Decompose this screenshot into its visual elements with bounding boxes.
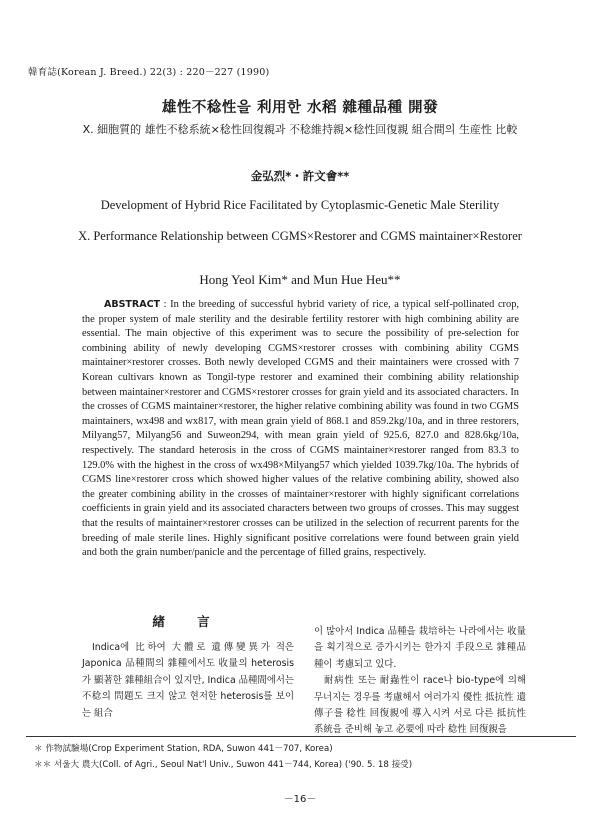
title-korean: 雄性不稔性을 利用한 水稻 雜種品種 開發 bbox=[161, 100, 439, 116]
authors-korean: 金弘烈*・許文會** bbox=[250, 169, 350, 183]
footnote-affiliation-1: ＊ 作物試驗場(Crop Experiment Station, RDA, Suwon 441－707, Korea) bbox=[34, 744, 333, 754]
abstract-label: ABSTRACT bbox=[104, 299, 161, 310]
journal-citation: 韓育誌(Korean J. Breed.) 22(3) : 220－227 (1990) bbox=[28, 67, 270, 78]
intro-right-column bbox=[314, 624, 526, 739]
intro-paragraph-2: 耐病性 또는 耐蟲性이 race나 bio-type에 의해 무너지는 경우를 考慮해서 여러가지 優性 抵抗性 遺傳子를 稔性 回復親에 導入시켜 서로 다른 抵抗性系統을 준비해 놓고 必要에 따라 稔性 回復親을 bbox=[314, 675, 526, 736]
title-english: Development of Hybrid Rice Facilitated by Cytoplasmic-Genetic Male Sterility bbox=[100, 198, 500, 212]
intro-paragraph-1-continued: 이 많아서 Indica 品種을 栽培하는 나라에서는 收量을 획기적으로 증가시키는 한가지 手段으로 雜種品種이 考慮되고 있다. bbox=[314, 626, 526, 670]
subtitle-english: X. Performance Relationship between CGMS×Restorer and CGMS maintainer×Restorer bbox=[78, 229, 522, 243]
footnote-affiliation-2: ＊＊ 서울大 農大(Coll. of Agri., Seoul Nat'l Univ., Suwon 441－744, Korea) ('90. 5. 18 接受) bbox=[34, 760, 413, 770]
abstract bbox=[82, 298, 519, 561]
section-heading-introduction: 緖 言 bbox=[152, 614, 224, 629]
intro-paragraph-1: Indica에 比하여 大體로 遺傳變異가 적은 Japonica 品種間의 雜種에서도 收量의 heterosis가 顯著한 雜種組合이 있지만, Indica 品種間에서는 不稔의 問題도 크지 않고 현저한 heterosis를 보이는 組合 bbox=[82, 642, 294, 719]
page-number: －16－ bbox=[283, 794, 317, 805]
intro-left-column bbox=[82, 612, 294, 722]
footnotes bbox=[34, 741, 574, 773]
subtitle-korean: X. 細胞質的 雄性不稔系統×稔性回復親과 不稔維持親×稔性回復親 組合間의 生産性 比較 bbox=[82, 123, 518, 136]
authors-english: Hong Yeol Kim* and Mun Hue Heu** bbox=[199, 272, 401, 287]
abstract-text: : In the breeding of successful hybrid variety of rice, a typical self-pollinated crop, the proper system of male sterility and the desirable fertility restorer with high combining ability are essential. The main objective of this experiment was to secure the possibility of pre-selection for combining ability of newly developing CGMS×restorer crosses with combining ability CGMS maintainer×restorer crosses. Both newly developed CGMS and their maintainers were crossed with 7 Korean cultivars known as Tongil-type restorer and examined their combining ability relationship between maintainer×restorer and CGMS×restorer crosses for grain yield and its associated characters. In the crosses of CGMS maintainer×restorer, the higher relative combining ability was found in two CGMS maintainers, wx498 and wx817, with mean grain yield of 868.1 and 859.2kg/10a, and in three restorers, Milyang57, Milyang56 and Suweon294, with mean grain yield of 925.6, 827.0 and 828.6kg/10a, respectively. The standard heterosis in the cross of CGMS maintainer×restorer ranged from 83.3 to 129.0% with the highest in the cross of wx498×Milyang57 which yielded 1039.7kg/10a. The hybrids of CGMS line×restorer cross which showed higher values of the relative combining ability, showed also the greater combining ability in the crosses of maintainer×restorer with highly significant correlations coefficients in grain yield and its associated characters between two groups of crosses. This may suggest that the results of maintainer×restorer crosses can be utilized in the selection of recurrent parents for the breeding of male sterile lines. Highly significant positive correlations were found between grain yield and both the grain number/panicle and the percentage of filled grains, respectively. bbox=[82, 299, 519, 559]
footnote-divider bbox=[26, 736, 576, 737]
